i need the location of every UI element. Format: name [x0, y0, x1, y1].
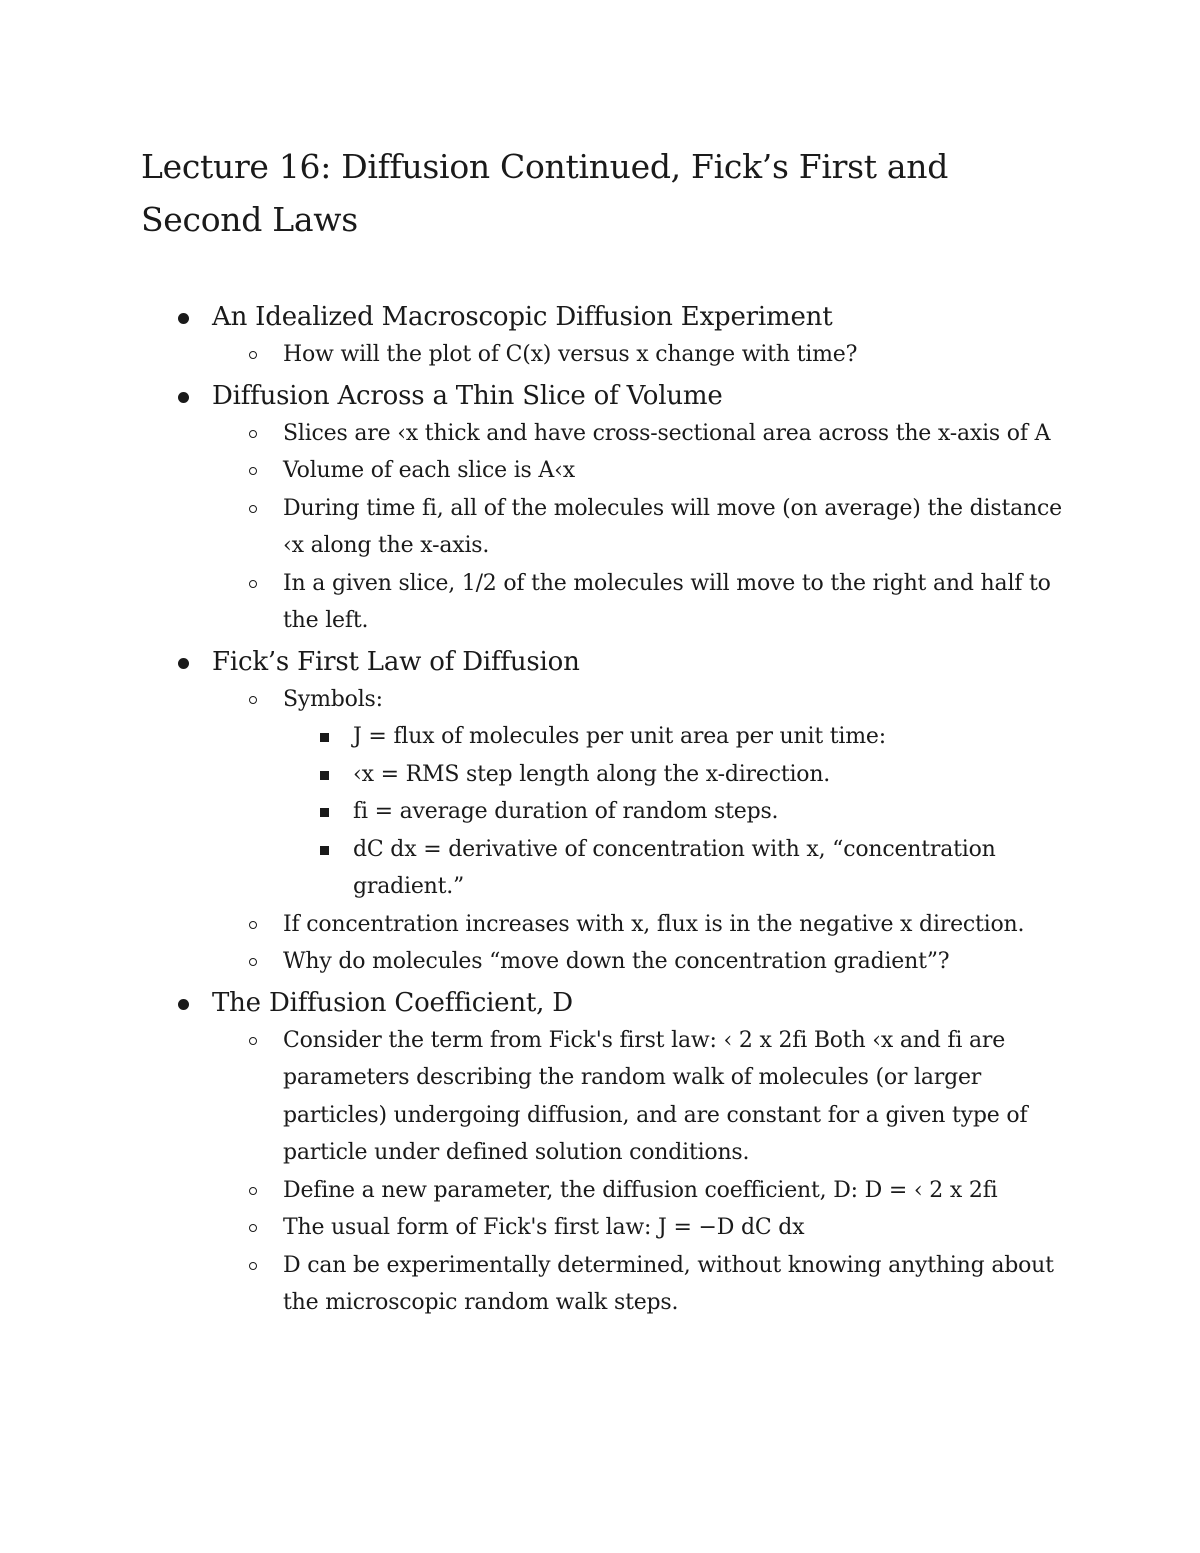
list-item: [0, 1247, 1063, 1322]
section-diffusion-coefficient: [0, 984, 1200, 1022]
list-item-text: During time fi, all of the molecules will move (on average) the distance ‹x along the x-axis.: [283, 495, 1062, 558]
symbol-text: J = flux of molecules per unit area per unit time:: [353, 724, 886, 749]
square-bullet-icon: [320, 846, 329, 855]
square-bullet-icon: [320, 771, 329, 780]
hollow-circle-bullet-icon: [249, 958, 257, 966]
list-item-text: If concentration increases with x, flux is in the negative x direction.: [283, 911, 1025, 937]
list-item: [0, 490, 1063, 565]
hollow-circle-bullet-icon: [249, 1037, 257, 1045]
symbol-item: [0, 831, 1053, 906]
lecture-outline: [0, 295, 1200, 1322]
list-item-text: Slices are ‹x thick and have cross-sectional area across the x-axis of A: [283, 420, 1051, 446]
list-item-text: Symbols:: [283, 686, 383, 712]
symbol-item: [0, 756, 1053, 794]
list-item-text: In a given slice, 1/2 of the molecules will move to the right and half to the left.: [283, 570, 1051, 633]
filled-circle-bullet-icon: [178, 392, 189, 403]
section-heading: An Idealized Macroscopic Diffusion Experiment: [212, 302, 833, 332]
section-heading: The Diffusion Coefficient, D: [212, 987, 573, 1018]
hollow-circle-bullet-icon: [249, 696, 257, 704]
hollow-circle-bullet-icon: [249, 921, 257, 929]
list-item-text: Consider the term from Fick's first law: ‹ 2 x 2fi Both ‹x and fi are parameters describing the random walk of molecules (or larger particles) undergoing diffusion, and are constant for a given type of particle under defined solution conditions.: [283, 1027, 1028, 1165]
list-item-text: Volume of each slice is A‹x: [283, 458, 575, 483]
list-item-text: D can be experimentally determined, without knowing anything about the microscopic random walk steps.: [283, 1252, 1054, 1315]
symbol-item: [0, 793, 1053, 831]
hollow-circle-bullet-icon: [249, 505, 257, 513]
page-title: Lecture 16: Diffusion Continued, Fick’s First and Second Laws: [141, 147, 949, 239]
list-item: [0, 1022, 1063, 1172]
section-ficks-first-law: [0, 643, 1200, 681]
square-bullet-icon: [320, 733, 329, 742]
section-heading: Diffusion Across a Thin Slice of Volume: [212, 380, 723, 411]
list-item: [0, 336, 1063, 374]
list-item: [0, 415, 1063, 453]
filled-circle-bullet-icon: [178, 658, 189, 669]
hollow-circle-bullet-icon: [249, 351, 257, 359]
list-item: [0, 452, 1063, 490]
filled-circle-bullet-icon: [178, 999, 189, 1010]
hollow-circle-bullet-icon: [249, 467, 257, 475]
list-item: [0, 906, 1063, 944]
list-item: [0, 565, 1063, 640]
section-idealized-experiment: [0, 298, 1200, 336]
symbol-text: dC dx = derivative of concentration with x, “concentration gradient.”: [353, 836, 996, 899]
list-item: [0, 1209, 1063, 1247]
list-item: [0, 681, 1063, 719]
hollow-circle-bullet-icon: [249, 430, 257, 438]
section-thin-slice: [0, 377, 1200, 415]
hollow-circle-bullet-icon: [249, 1262, 257, 1270]
section-heading: Fick’s First Law of Diffusion: [212, 646, 580, 677]
hollow-circle-bullet-icon: [249, 1224, 257, 1232]
list-item-text: The usual form of Fick's first law: J = −D dC dx: [283, 1215, 805, 1240]
symbol-item: [0, 718, 1053, 756]
filled-circle-bullet-icon: [178, 313, 189, 324]
list-item: [0, 943, 1063, 981]
hollow-circle-bullet-icon: [249, 580, 257, 588]
list-item-text: Define a new parameter, the diffusion coefficient, D: D = ‹ 2 x 2fi: [283, 1177, 998, 1203]
hollow-circle-bullet-icon: [249, 1187, 257, 1195]
symbol-text: ‹x = RMS step length along the x-direction.: [353, 761, 831, 787]
list-item-text: How will the plot of C(x) versus x change with time?: [283, 342, 858, 367]
square-bullet-icon: [320, 808, 329, 817]
list-item: [0, 1172, 1063, 1210]
symbol-text: fi = average duration of random steps.: [353, 799, 779, 824]
list-item-text: Why do molecules “move down the concentration gradient”?: [283, 949, 950, 974]
